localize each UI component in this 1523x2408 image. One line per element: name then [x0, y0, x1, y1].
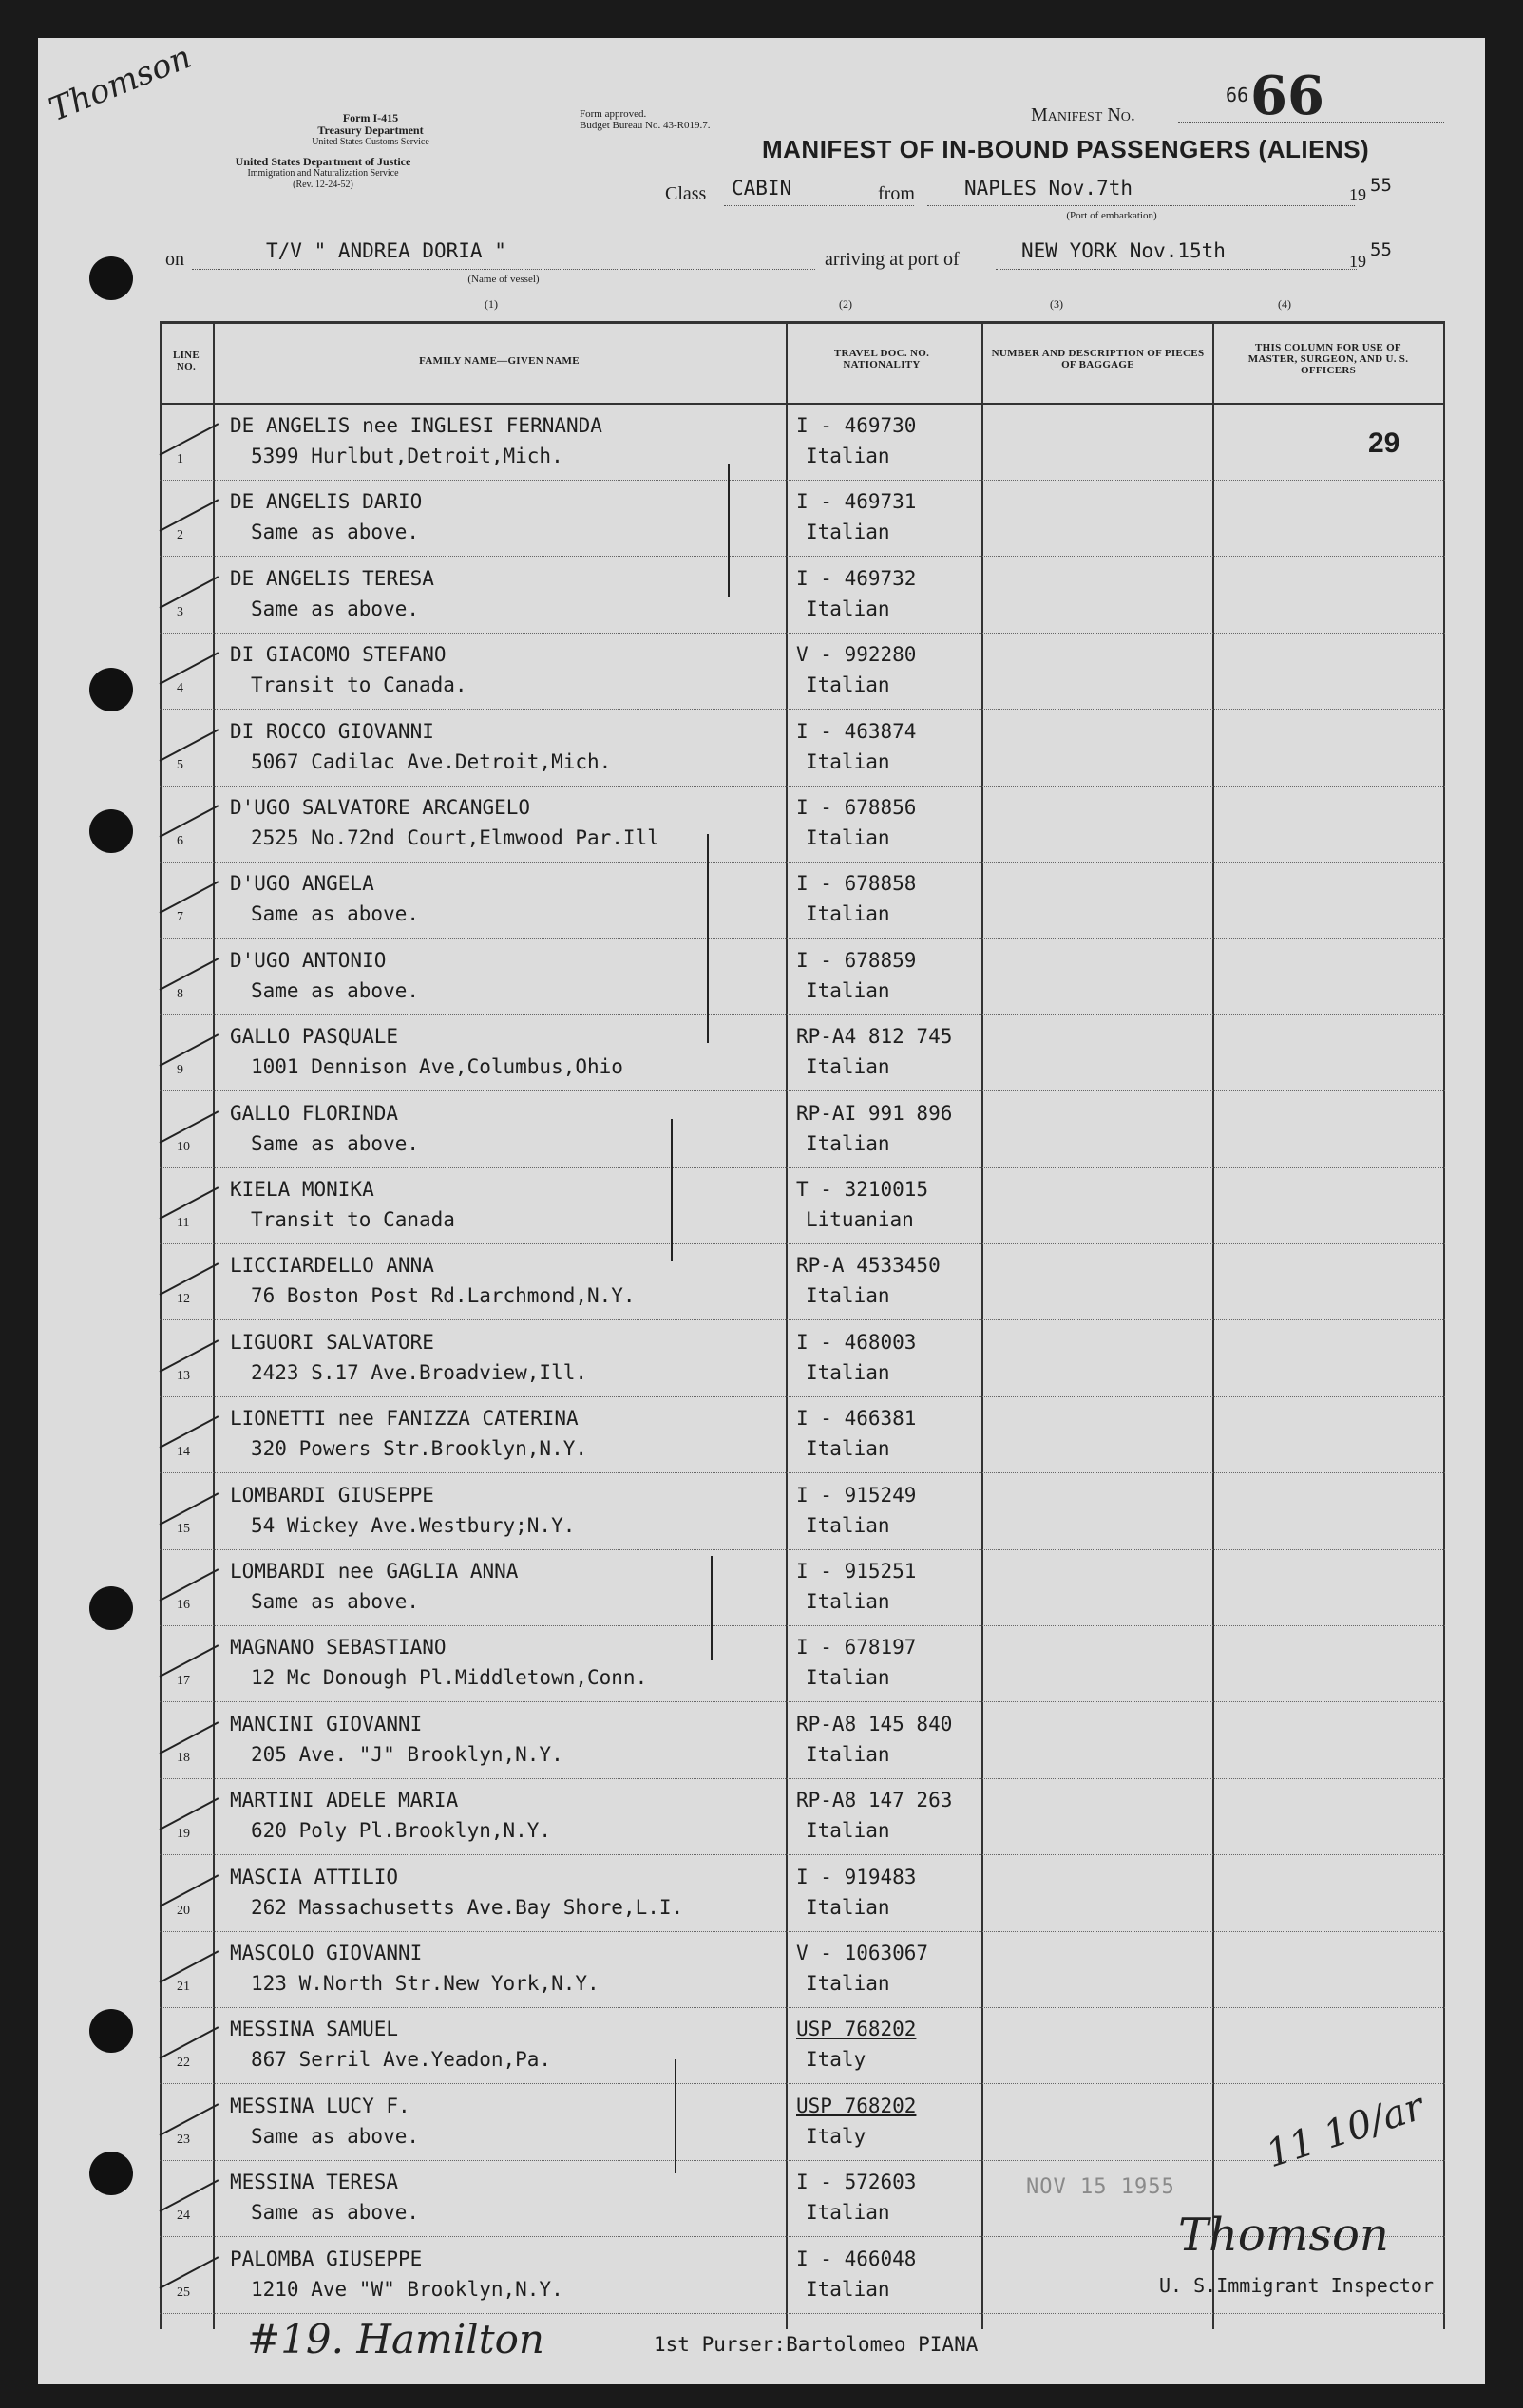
header-officers: THIS COLUMN FOR USE OF MASTER, SURGEON, AND U. S. OFFICERS: [1247, 342, 1409, 376]
check-mark: [160, 1645, 219, 1678]
inspector-title: U. S.Immigrant Inspector: [1159, 2274, 1434, 2297]
nationality: Italian: [806, 1819, 890, 1843]
travel-doc-no: I - 466381: [796, 1407, 917, 1431]
line-number: 10: [177, 1139, 190, 1154]
nationality: Italian: [806, 1895, 890, 1919]
table-row: [160, 2085, 1445, 2161]
arriving-label: arriving at port of: [825, 249, 960, 270]
nationality: Italian: [806, 445, 890, 467]
travel-doc-no: T - 3210015: [796, 1178, 929, 1201]
line-number: 9: [177, 1063, 183, 1078]
passenger-name: MESSINA TERESA: [230, 2171, 399, 2194]
travel-doc-no: I - 463874: [796, 719, 917, 743]
line-number: 7: [177, 910, 183, 925]
travel-doc-no: I - 466048: [796, 2247, 917, 2270]
table-row: [160, 1321, 1445, 1397]
passenger-address: 205 Ave. "J" Brooklyn,N.Y.: [251, 1742, 563, 1766]
punch-hole: [89, 668, 133, 711]
nationality: Italian: [806, 1360, 890, 1384]
passenger-name: DI GIACOMO STEFANO: [230, 643, 447, 667]
line-number: 19: [177, 1827, 190, 1842]
travel-doc-no: I - 572603: [796, 2171, 917, 2194]
passenger-name: PALOMBA GIUSEPPE: [230, 2247, 423, 2270]
passenger-name: MAGNANO SEBASTIANO: [230, 1636, 447, 1659]
table-row: [160, 558, 1445, 634]
check-mark: [160, 2103, 219, 2136]
passenger-address: 2525 No.72nd Court,Elmwood Par.Ill: [251, 826, 659, 849]
passenger-name: DI ROCCO GIOVANNI: [230, 719, 434, 743]
check-mark: [160, 652, 219, 685]
passenger-address: 867 Serril Ave.Yeadon,Pa.: [251, 2048, 552, 2072]
table-row: [160, 787, 1445, 863]
passenger-table: [160, 321, 1445, 2329]
passenger-name: MESSINA LUCY F.: [230, 2094, 410, 2117]
check-mark: [160, 1950, 219, 1983]
form-number: Form I-415: [342, 111, 399, 124]
check-mark: [160, 958, 219, 991]
passenger-address: Same as above.: [251, 2201, 420, 2225]
table-row: [160, 1703, 1445, 1779]
check-mark: [160, 882, 219, 915]
class-line: [724, 205, 914, 206]
passenger-address: Same as above.: [251, 1590, 420, 1613]
year-prefix-2: 19: [1349, 252, 1366, 271]
travel-doc-no: I - 469732: [796, 566, 917, 590]
table-row: [160, 1092, 1445, 1168]
travel-doc-no: I - 469730: [796, 414, 917, 437]
vessel-name: T/V " ANDREA DORIA ": [266, 239, 506, 262]
nationality: Italian: [806, 2201, 890, 2225]
customs-service: United States Customs Service: [312, 137, 429, 147]
passenger-address: 1001 Dennison Ave,Columbus,Ohio: [251, 1055, 623, 1079]
passenger-name: MESSINA SAMUEL: [230, 2018, 399, 2041]
table-row: [160, 481, 1445, 557]
line-number: 5: [177, 757, 183, 772]
passenger-address: 620 Poly Pl.Brooklyn,N.Y.: [251, 1819, 552, 1843]
date-stamp: NOV 15 1955: [1026, 2175, 1175, 2199]
from-line: [927, 205, 1355, 206]
passenger-address: 123 W.North Str.New York,N.Y.: [251, 1972, 600, 1995]
check-mark: [160, 1492, 219, 1526]
check-mark: [160, 1110, 219, 1144]
check-mark: [160, 805, 219, 838]
line-number: 21: [177, 1980, 190, 1994]
check-mark: [160, 1339, 219, 1373]
port-caption: (Port of embarkation): [1066, 210, 1157, 221]
passenger-name: GALLO PASQUALE: [230, 1025, 399, 1049]
check-mark: [160, 2256, 219, 2289]
nationality: Italian: [806, 1513, 890, 1537]
passenger-address: 262 Massachusetts Ave.Bay Shore,L.I.: [251, 1895, 684, 1919]
travel-doc-no: V - 992280: [796, 643, 917, 667]
nationality: Italian: [806, 1055, 890, 1079]
nationality: Italian: [806, 826, 890, 849]
passenger-address: 1210 Ave "W" Brooklyn,N.Y.: [251, 2277, 563, 2301]
check-mark: [160, 1874, 219, 1907]
group-bracket-mark: [728, 464, 730, 597]
punch-hole: [89, 2009, 133, 2053]
table-row: [160, 2008, 1445, 2084]
ins-service: Immigration and Naturalization Service: [247, 168, 399, 179]
table-row: [160, 1474, 1445, 1550]
header-name: FAMILY NAME—GIVEN NAME: [419, 355, 580, 367]
nationality: Italian: [806, 1972, 890, 1995]
year-2: 55: [1370, 239, 1392, 260]
passenger-address: Same as above.: [251, 521, 420, 544]
table-row: [160, 1932, 1445, 2008]
group-bracket-mark: [711, 1556, 713, 1660]
year-1: 55: [1370, 175, 1392, 196]
passenger-name: LIGUORI SALVATORE: [230, 1330, 434, 1354]
travel-doc-no: RP-A4 812 745: [796, 1025, 953, 1049]
punch-hole: [89, 1586, 133, 1630]
table-row: [160, 1015, 1445, 1091]
col-num-2: (2): [839, 297, 852, 311]
line-number: 14: [177, 1445, 190, 1460]
check-mark: [160, 1568, 219, 1602]
table-row: [160, 1397, 1445, 1473]
passenger-name: DE ANGELIS nee INGLESI FERNANDA: [230, 414, 602, 437]
table-row: [160, 1626, 1445, 1702]
line-number: 6: [177, 834, 183, 848]
punch-hole: [89, 256, 133, 300]
table-row: [160, 1856, 1445, 1932]
punch-hole: [89, 2152, 133, 2195]
passenger-name: D'UGO ANGELA: [230, 872, 374, 896]
form-revision: (Rev. 12-24-52): [293, 180, 353, 190]
line-number: 1: [177, 452, 183, 466]
travel-doc-no: RP-A8 147 263: [796, 1789, 953, 1812]
budget-bureau: Budget Bureau No. 43-R019.7.: [580, 120, 711, 131]
passenger-name: LICCIARDELLO ANNA: [230, 1254, 434, 1278]
handwritten-name: Thomson: [44, 38, 197, 129]
table-row: [160, 939, 1445, 1015]
line-number: 17: [177, 1674, 190, 1689]
travel-doc-no: I - 915251: [796, 1560, 917, 1583]
table-row: [160, 1779, 1445, 1855]
from-value: NAPLES Nov.7th: [964, 177, 1133, 199]
line-number: 23: [177, 2132, 190, 2147]
table-row: [160, 405, 1445, 481]
travel-doc-no: I - 678858: [796, 872, 917, 896]
inspector-signature: Thomson: [1178, 2209, 1389, 2262]
check-mark: [160, 1033, 219, 1067]
nationality: Italian: [806, 978, 890, 1002]
nationality: Italian: [806, 597, 890, 620]
travel-doc-no: I - 468003: [796, 1330, 917, 1354]
line-number: 18: [177, 1750, 190, 1765]
nationality: Italian: [806, 902, 890, 926]
initials: 11 10/ar: [1261, 2084, 1429, 2177]
passenger-address: Same as above.: [251, 597, 420, 620]
passenger-name: DE ANGELIS DARIO: [230, 490, 423, 514]
table-row: [160, 1244, 1445, 1320]
check-mark: [160, 2027, 219, 2060]
check-mark: [160, 1186, 219, 1220]
nationality: Lituanian: [806, 1208, 914, 1231]
purser-line: 1st Purser:Bartolomeo PIANA: [654, 2333, 979, 2356]
passenger-address: 76 Boston Post Rd.Larchmond,N.Y.: [251, 1284, 636, 1308]
travel-doc-no: USP 768202: [796, 2094, 917, 2117]
travel-doc-no: I - 919483: [796, 1865, 917, 1888]
passenger-name: KIELA MONIKA: [230, 1178, 374, 1201]
travel-doc-no: RP-AI 991 896: [796, 1101, 953, 1125]
check-mark: [160, 1415, 219, 1449]
check-mark: [160, 2179, 219, 2212]
check-mark: [160, 500, 219, 533]
vessel-line: [192, 269, 815, 270]
passenger-name: MARTINI ADELE MARIA: [230, 1789, 459, 1812]
nationality: Italian: [806, 1590, 890, 1613]
passenger-name: LOMBARDI nee GAGLIA ANNA: [230, 1560, 519, 1583]
passenger-name: D'UGO SALVATORE ARCANGELO: [230, 796, 531, 819]
line-number: 8: [177, 986, 183, 1001]
group-bracket-mark: [707, 834, 709, 1043]
passenger-name: MASCIA ATTILIO: [230, 1865, 399, 1888]
table-row: [160, 1168, 1445, 1244]
check-mark: [160, 1721, 219, 1754]
nationality: Italian: [806, 2277, 890, 2301]
travel-doc-no: I - 678859: [796, 948, 917, 972]
arriving-value: NEW YORK Nov.15th: [1021, 239, 1226, 262]
justice-dept: United States Department of Justice: [235, 155, 411, 168]
travel-doc-no: RP-A 4533450: [796, 1254, 941, 1278]
handwritten-note: #19. Hamilton: [247, 2316, 544, 2362]
line-number: 2: [177, 528, 183, 543]
passenger-address: 5067 Cadilac Ave.Detroit,Mich.: [251, 749, 612, 773]
passenger-address: 320 Powers Str.Brooklyn,N.Y.: [251, 1437, 588, 1461]
passenger-name: LIONETTI nee FANIZZA CATERINA: [230, 1407, 579, 1431]
line-number: 20: [177, 1903, 190, 1918]
passenger-name: LOMBARDI GIUSEPPE: [230, 1483, 434, 1507]
vessel-caption: (Name of vessel): [467, 274, 540, 285]
passenger-address: 54 Wickey Ave.Westbury;N.Y.: [251, 1513, 576, 1537]
travel-doc-no: RP-A8 145 840: [796, 1712, 953, 1735]
col-num-4: (4): [1278, 297, 1291, 311]
table-row: [160, 711, 1445, 787]
check-mark: [160, 423, 219, 456]
table-row: [160, 863, 1445, 939]
punch-hole: [89, 809, 133, 853]
travel-doc-no: I - 678197: [796, 1636, 917, 1659]
passenger-name: GALLO FLORINDA: [230, 1101, 399, 1125]
group-bracket-mark: [675, 2059, 676, 2173]
nationality: Italy: [806, 2124, 866, 2148]
nationality: Italian: [806, 1131, 890, 1155]
treasury-dept: Treasury Department: [317, 123, 424, 137]
manifest-no-label: Manifest No.: [1031, 104, 1135, 125]
line-number: 16: [177, 1598, 190, 1612]
passenger-name: MANCINI GIOVANNI: [230, 1712, 423, 1735]
nationality: Italian: [806, 673, 890, 697]
group-bracket-mark: [671, 1119, 673, 1261]
nationality: Italian: [806, 749, 890, 773]
passenger-address: Same as above.: [251, 1131, 420, 1155]
travel-doc-no: USP 768202: [796, 2018, 917, 2041]
class-value: CABIN: [732, 177, 792, 199]
col-num-1: (1): [485, 297, 498, 311]
check-mark: [160, 1263, 219, 1297]
passenger-address: 2423 S.17 Ave.Broadview,Ill.: [251, 1360, 588, 1384]
arriving-line: [996, 269, 1357, 270]
header-line-no: LINE NO.: [172, 350, 200, 372]
line-number: 11: [177, 1216, 190, 1230]
class-label: Class: [665, 183, 707, 204]
line-number: 15: [177, 1521, 190, 1536]
passenger-name: D'UGO ANTONIO: [230, 948, 387, 972]
manifest-title: MANIFEST OF IN-BOUND PASSENGERS (ALIENS): [762, 135, 1370, 163]
line-number: 13: [177, 1368, 190, 1383]
passenger-name: DE ANGELIS TERESA: [230, 566, 434, 590]
passenger-name: MASCOLO GIOVANNI: [230, 1942, 423, 1964]
nationality: Italian: [806, 1742, 890, 1766]
nationality: Italian: [806, 1666, 890, 1690]
check-mark: [160, 1797, 219, 1830]
line-number: 4: [177, 681, 183, 696]
nationality: Italy: [806, 2048, 866, 2072]
passenger-address: Same as above.: [251, 978, 420, 1002]
check-mark: [160, 576, 219, 609]
entry-count: 29: [1368, 427, 1400, 459]
manifest-no: 66: [1250, 65, 1324, 127]
form-approved: Form approved.: [580, 108, 647, 120]
nationality: Italian: [806, 1284, 890, 1308]
travel-doc-no: I - 469731: [796, 490, 917, 514]
line-number: 12: [177, 1292, 190, 1307]
header-doc: TRAVEL DOC. NO. NATIONALITY: [833, 348, 930, 370]
manifest-page: [38, 38, 1485, 2384]
on-label: on: [165, 249, 184, 270]
travel-doc-no: I - 678856: [796, 796, 917, 819]
line-number: 22: [177, 2056, 190, 2071]
nationality: Italian: [806, 521, 890, 544]
header-baggage: NUMBER AND DESCRIPTION OF PIECES OF BAGGAGE: [991, 348, 1205, 370]
table-top-rule: [160, 321, 1445, 324]
year-prefix-1: 19: [1349, 185, 1366, 204]
passenger-address: 5399 Hurlbut,Detroit,Mich.: [251, 445, 563, 467]
travel-doc-no: V - 1063067: [796, 1942, 929, 1964]
passenger-address: Transit to Canada.: [251, 673, 467, 697]
col-num-3: (3): [1050, 297, 1063, 311]
passenger-address: Transit to Canada: [251, 1208, 455, 1231]
line-number: 3: [177, 604, 183, 619]
table-row: [160, 634, 1445, 710]
check-mark: [160, 729, 219, 762]
passenger-address: Same as above.: [251, 902, 420, 926]
table-row: [160, 1550, 1445, 1626]
nationality: Italian: [806, 1437, 890, 1461]
travel-doc-no: I - 915249: [796, 1483, 917, 1507]
passenger-address: Same as above.: [251, 2124, 420, 2148]
passenger-address: 12 Mc Donough Pl.Middletown,Conn.: [251, 1666, 648, 1690]
line-number: 24: [177, 2209, 190, 2224]
from-label: from: [878, 183, 915, 204]
manifest-no-prefix: 66: [1226, 84, 1249, 106]
line-number: 25: [177, 2285, 190, 2300]
